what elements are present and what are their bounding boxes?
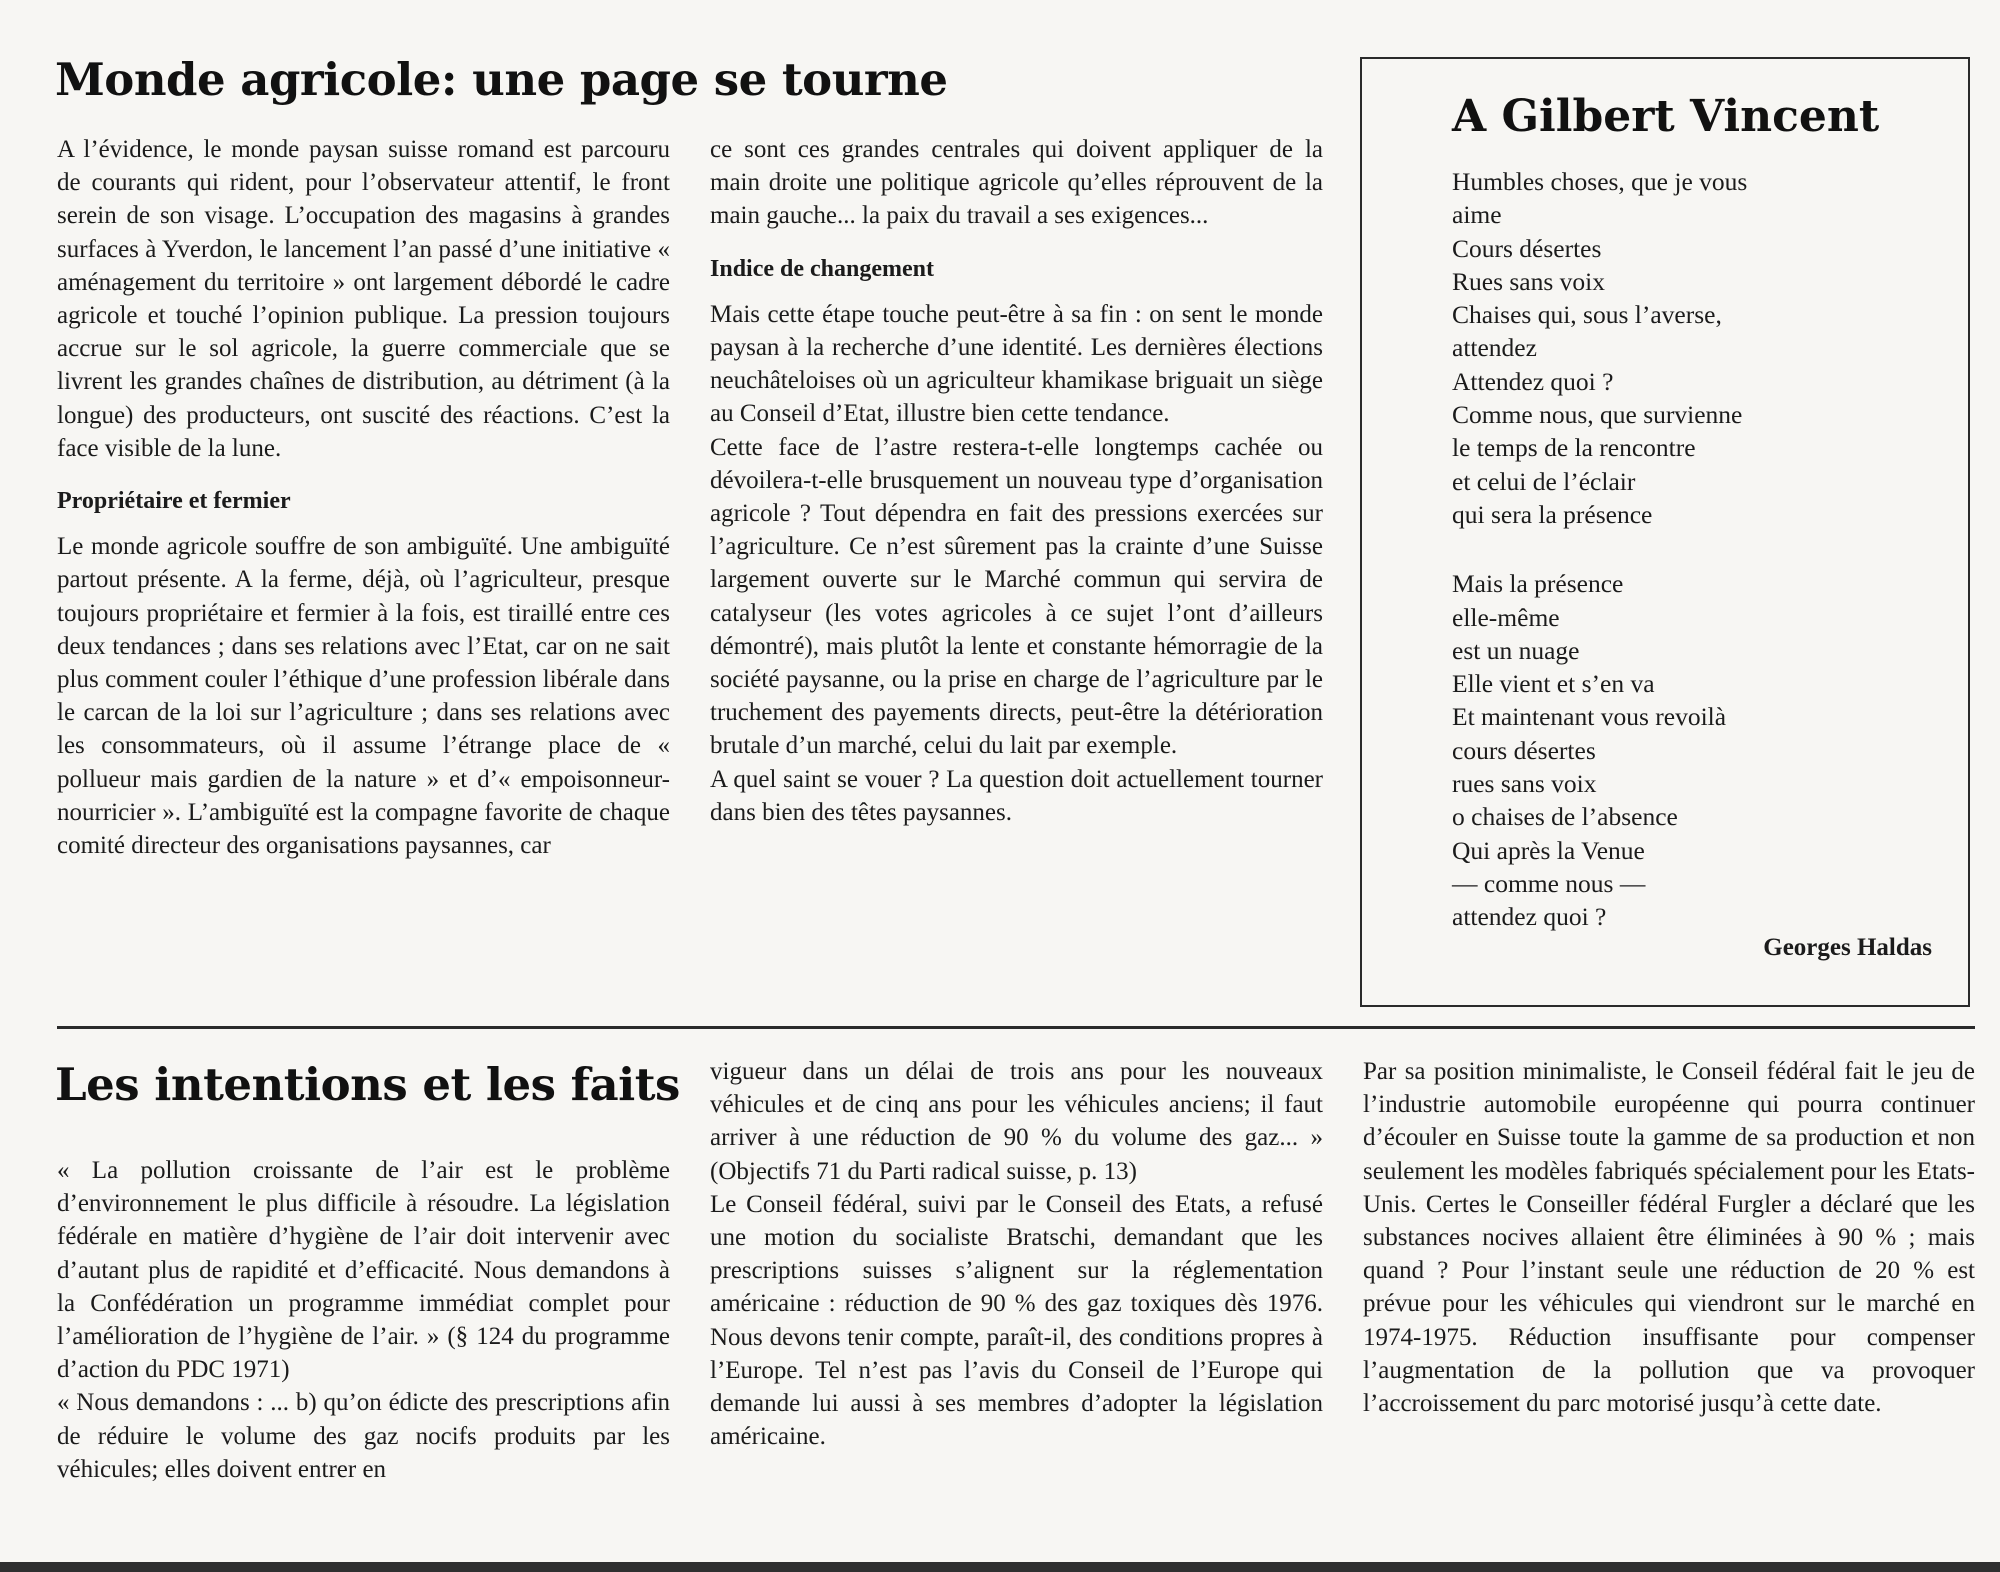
poem-line: Et maintenant vous revoilà <box>1452 702 1727 732</box>
poem-line: cours désertes <box>1452 735 1596 765</box>
poem-line: est un nuage <box>1452 635 1580 665</box>
poem-box <box>1360 57 1970 1007</box>
paragraph: ce sont ces grandes centrales qui doivent appliquer de la main droite une politique agricole qu’elles réprouvent de la main gauche... la paix du travail a ses exigences... <box>710 136 1323 230</box>
paragraph: Le monde agricole souffre de son ambiguïté. Une ambiguïté partout présente. A la ferme, déjà, où l’agriculteur, presque toujours propriétaire et fermier à la fois, est tiraillé entre ces deux tendances ; dans ses relations avec l’Etat, car on ne sait plus comment couler l’éthique d’une profession libérale dans le carcan de la loi sur l’agriculture ; dans ses relations avec les consommateurs, où il assume l’étrange place de « pollueur mais gardien de la nature » et d’« empoisonneur-nourricier ». L’ambiguïté est la compagne favorite de chaque comité directeur des organisations paysannes, car <box>57 533 670 860</box>
article2-column-3 <box>1363 1055 1975 1420</box>
article1-column-2 <box>710 133 1323 829</box>
poem-line: rues sans voix <box>1452 769 1597 799</box>
poem-line: Comme nous, que survienne <box>1452 400 1743 430</box>
poem-author: Georges Haldas <box>1763 934 1932 961</box>
poem-line: attendez quoi ? <box>1452 902 1607 932</box>
article-title-monde-agricole: Monde agricole: une page se tourne <box>55 53 948 106</box>
poem-line: le temps de la rencontre <box>1452 433 1696 463</box>
paragraph: A l’évidence, le monde paysan suisse romand est parcouru de courants qui rident, pour l’observateur attentif, le front serein de son visage. L’occupation des magasins à grandes surfaces à Yverdon, le lancement l’an passé d’une initiative « aménagement du territoire » ont largement débordé le cadre agricole et touché l’opinion publique. La pression toujours accrue sur le sol agricole, la guerre commerciale que se livrent les grandes chaînes de distribution, au détriment (à la longue) des producteurs, ont suscité des réactions. C’est la face visible de la lune. <box>57 136 670 462</box>
section-divider <box>57 1026 1975 1029</box>
poem-line: Cours désertes <box>1452 233 1602 263</box>
article2-column-1 <box>57 1154 670 1486</box>
poem-line: Humbles choses, que je vous <box>1452 167 1748 196</box>
poem-line: — comme nous — <box>1452 868 1646 898</box>
stanza-break <box>1452 531 1932 567</box>
poem-line: o chaises de l’absence <box>1452 802 1678 832</box>
paragraph: Par sa position minimaliste, le Conseil fédéral fait le jeu de l’industrie automobile européenne qui pourra continuer d’écouler en Suisse toute la gamme de sa production et non seulement les modèles fabriqués spécialement pour les Etats-Unis. Certes le Conseiller fédéral Furgler a déclaré que les substances nocives allaient être éliminées à 90 % ; mais quand ? Pour l’instant seule une réduction de 20 % est prévue pour les véhicules qui viendront sur le marché en 1974-1975. Réduction insuffisante pour compenser l’augmentation de la pollution que va provoquer l’accroissement du parc motorisé jusqu’à cette date. <box>1363 1058 1975 1418</box>
poem-line: Attendez quoi ? <box>1452 366 1614 396</box>
paragraph: « La pollution croissante de l’air est le problème d’environnement le plus difficile à résoudre. La législation fédérale en matière d’hygiène de l’air doit intervenir avec d’autant plus de rapidité et d’efficacité. Nous demandons à la Confédération un programme immédiat complet pour l’amélioration de l’hygiène de l’air. » (§ 124 du programme d’action du PDC 1971) <box>57 1157 670 1384</box>
poem-body <box>1452 165 1932 934</box>
paragraph: « Nous demandons : ... b) qu’on édicte des prescriptions afin de réduire le volume des gaz nocifs produits par les véhicules; elles doivent entrer en <box>57 1389 670 1483</box>
paragraph: Cette face de l’astre restera-t-elle longtemps cachée ou dévoilera-t-elle brusquement un nouveau type d’organisation agricole ? Tout dépendra en fait des pressions exercées sur l’agriculture. Ce n’est sûrement pas la crainte d’une Suisse largement ouverte sur le Marché commun qui servira de catalyseur (les votes agricoles à ce sujet l’ont d’ailleurs démontré), mais plutôt la lente et constante hémorragie de la société paysanne, ou la prise en charge de l’agriculture par le truchement des payements directs, peut-être la détérioration brutale d’un marché, celui du lait par exemple. <box>710 433 1323 760</box>
paragraph: Le Conseil fédéral, suivi par le Conseil des Etats, a refusé une motion du socialiste Bratschi, demandant que les prescriptions suisses s’alignent sur la réglementation américaine : réduction de 90 % des gaz toxiques dès 1976. Nous devons tenir compte, paraît-il, des conditions propres à l’Europe. Tel n’est pas l’avis du Conseil de l’Europe qui demande lui aussi à ses membres d’adopter la législation américaine. <box>710 1190 1323 1451</box>
article1-column-1 <box>57 133 670 862</box>
poem-line: Elle vient et s’en va <box>1452 669 1655 699</box>
poem-line: Qui après la Venue <box>1452 835 1645 865</box>
poem-line: attendez <box>1452 333 1537 363</box>
poem-line: et celui de l’éclair <box>1452 466 1636 496</box>
poem-line: aime <box>1452 200 1502 230</box>
paragraph: Mais cette étape touche peut-être à sa fin : on sent le monde paysan à la recherche d’une identité. Les dernières élections neuchâteloises où un agriculteur khamikase briguait un siège au Conseil d’Etat, illustre bien cette tendance. <box>710 300 1323 428</box>
subheading-indice-de-changement: Indice de changement <box>710 255 934 282</box>
poem-line: Chaises qui, sous l’averse, <box>1452 300 1722 330</box>
article-title-intentions-et-faits: Les intentions et les faits <box>55 1058 680 1111</box>
paragraph: A quel saint se vouer ? La question doit actuellement tourner dans bien des têtes paysannes. <box>710 765 1323 826</box>
article2-column-2 <box>710 1055 1323 1453</box>
page-bottom-edge <box>0 1562 2000 1572</box>
poem-line: elle-même <box>1452 602 1560 632</box>
poem-line: Rues sans voix <box>1452 266 1605 296</box>
poem-line: qui sera la présence <box>1452 499 1653 529</box>
poem-line: Mais la présence <box>1452 569 1624 599</box>
paragraph: vigueur dans un délai de trois ans pour les nouveaux véhicules et de cinq ans pour les véhicules anciens; il faut arriver à une réduction de 90 % du volume des gaz... » (Objectifs 71 du Parti radical suisse, p. 13) <box>710 1058 1323 1185</box>
poem-title: A Gilbert Vincent <box>1452 91 1880 142</box>
subheading-proprietaire-et-fermier: Propriétaire et fermier <box>57 488 291 515</box>
